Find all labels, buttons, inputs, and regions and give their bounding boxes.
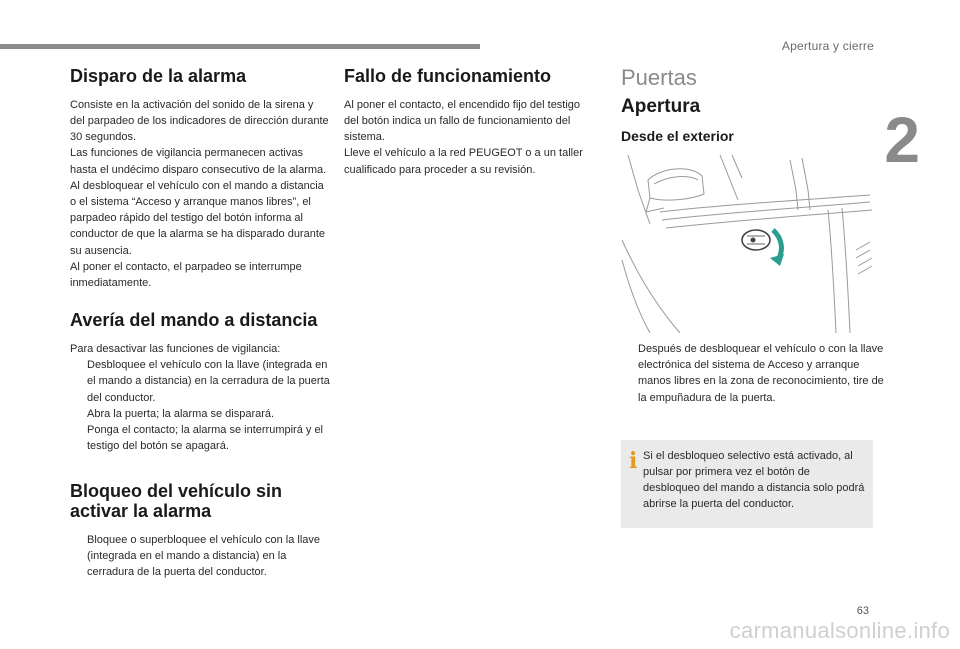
heading-lock-no-alarm: Bloqueo del vehículo sin activar la alarma — [70, 481, 283, 522]
list-item: Abra la puerta; la alarma se disparará. — [87, 407, 275, 420]
heading-opening: Apertura — [621, 96, 701, 118]
list-item: Después de desbloquear el vehículo o con la llave electrónica del sistema de Acceso y arranque manos libres en la zona de reconocimiento, tire de la empuñadura de la puerta. — [638, 343, 884, 404]
door-handle — [742, 230, 770, 250]
info-text: Si el desbloqueo selectivo está activado, al pulsar por primera vez el botón de desbloqueo del mando a distancia solo podrá abrirse la puerta del conductor. — [643, 450, 865, 510]
header-rule — [0, 44, 480, 49]
column-left — [70, 67, 330, 581]
heading-malfunction: Fallo de funcionamiento — [344, 66, 552, 86]
page-number: 63 — [856, 605, 869, 617]
column-middle — [344, 67, 594, 178]
remote-fault-intro: Para desactivar las funciones de vigilancia: — [70, 343, 281, 356]
heading-doors: Puertas — [621, 65, 697, 90]
watermark: carmanualsonline.info — [729, 618, 950, 643]
section-title: Apertura y cierre — [781, 39, 874, 53]
car-door-drawing — [620, 150, 873, 333]
heading-alarm-trigger: Disparo de la alarma — [70, 66, 247, 86]
heading-remote-fault: Avería del mando a distancia — [70, 310, 318, 331]
list-item: Desbloquee el vehículo con la llave (integrada en el mando a distancia) en la cerradura de la puerta del conductor. — [87, 359, 330, 404]
column-right — [621, 66, 883, 144]
chapter-number: 2 — [884, 104, 920, 176]
list-item: Ponga el contacto; la alarma se interrumpirá y el testigo del botón se apagará. — [87, 424, 324, 453]
info-box — [621, 440, 873, 528]
heading-from-outside: Desde el exterior — [621, 128, 734, 145]
info-icon: i — [629, 448, 638, 474]
list-item: Bloquee o superbloquee el vehículo con la llave (integrada en el mando a distancia) en la cerradura de la puerta del conductor. — [87, 534, 320, 579]
alarm-trigger-text: Consiste en la activación del sonido de la sirena y del parpadeo de los indicadores de dirección durante 30 segundos. Las funciones de vigilancia permanecen activas hasta el undécimo disparo consecutivo de la alarma. Al desbloquear el vehículo con el mando a distancia o el sistema “Acceso y arranque manos libres”, el parpadeo rápido del testigo del botón informa al conductor de que la alarma se ha disparado durante su ausencia. Al poner el contacto, el parpadeo se interrumpe inmediatamente. — [70, 98, 329, 290]
malfunction-text: Al poner el contacto, el encendido fijo del testigo del botón indica un fallo de funcionamiento del sistema. Lleve el vehículo a la red PEUGEOT o a un taller cualificado para proceder a su revisión. — [344, 98, 583, 176]
door-handle-illustration — [620, 150, 873, 333]
